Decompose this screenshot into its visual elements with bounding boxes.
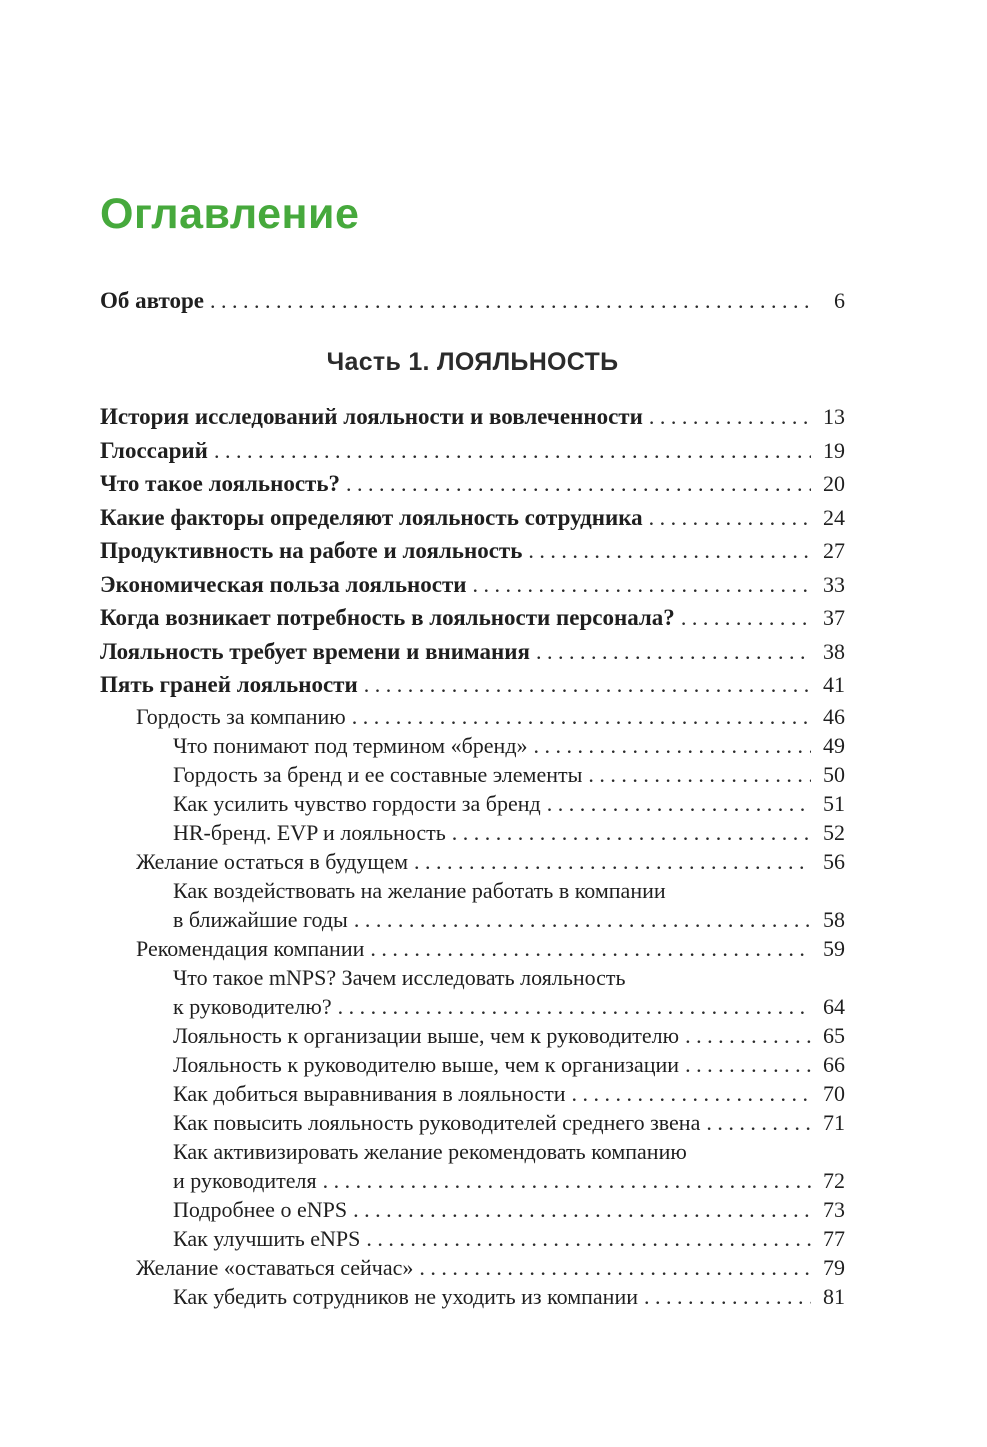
toc-entry [100,702,845,731]
dot-leader [204,284,811,317]
toc-entry-label: Гордость за компанию [136,703,346,729]
toc-entry-label: HR-бренд. EVP и лояльность [173,819,446,845]
toc-entry-label: Пять граней лояльности [100,672,358,697]
toc-entry-label: Желание «оставаться сейчас» [136,1254,414,1280]
dot-leader [528,731,811,760]
toc-entry-label: Что понимают под термином «бренд» [173,732,528,758]
toc-entry [100,1021,845,1050]
dot-leader [360,1224,811,1253]
toc-entry-label: Экономическая польза лояльности [100,571,467,597]
toc-entry-label: в ближайшие годы [173,906,348,932]
toc-entry-continuation [100,1166,845,1195]
toc-entry-label: Как повысить лояльность руководителей среднего звена [173,1109,701,1135]
toc-entry-label: Желание остаться в будущем [136,848,409,874]
dot-leader [530,635,811,669]
dot-leader [565,1079,811,1108]
toc-entry-label: к руководителю? [173,993,332,1019]
dot-leader [364,934,811,963]
dot-leader [679,1021,811,1050]
toc-entry-page: 6 [834,288,845,313]
dot-leader [408,847,811,876]
toc-entry [100,601,845,635]
toc-entry-page: 59 [823,935,845,961]
toc-entry-label: Как улучшить eNPS [173,1225,361,1251]
dot-leader [358,668,811,702]
dot-leader [413,1253,811,1282]
toc-entry [100,668,845,702]
toc-entry [100,934,845,963]
dot-leader [522,534,811,568]
toc-entry-page: 49 [823,732,845,758]
toc-entry [100,568,845,602]
toc-entry [100,847,845,876]
toc-entry [100,1224,845,1253]
toc-entry-label: Как убедить сотрудников не уходить из компании [173,1283,638,1309]
dot-leader [675,601,811,635]
toc-entry [100,731,845,760]
toc-entry-page: 58 [823,906,845,932]
toc-entry-page: 19 [823,437,845,463]
toc-entry-page: 13 [823,404,845,429]
toc-entry-page: 46 [823,703,845,729]
toc-entry-page: 72 [823,1167,845,1193]
toc-entry [100,818,845,847]
dot-leader [700,1108,811,1137]
toc-entry [100,1282,845,1311]
dot-leader [208,434,811,468]
dot-leader [638,1282,811,1311]
toc-entry [100,434,845,468]
toc-entry [100,635,845,669]
dot-leader [446,818,811,847]
toc-entry [100,963,845,992]
toc-entry-page: 24 [823,504,845,530]
dot-leader [643,501,811,535]
toc-entry [100,534,845,568]
toc-list [100,400,845,1311]
toc-entry [100,1137,845,1166]
toc-entry-label: Рекомендация компании [136,935,365,961]
toc-entry-page: 27 [823,538,845,563]
toc-entry-continuation [100,992,845,1021]
toc-entry-page: 71 [823,1109,845,1135]
toc-entry-label: Глоссарий [100,437,208,463]
toc-entry-page: 65 [823,1022,845,1048]
toc-entry-label: Лояльность к организации выше, чем к руководителю [173,1022,680,1048]
toc-entry-page: 70 [823,1080,845,1106]
part-heading: Часть 1. ЛОЯЛЬНОСТЬ [326,348,619,376]
toc-entry [100,1253,845,1282]
toc-entry-label: Гордость за бренд и ее составные элементы [173,761,583,787]
toc-entry-label: и руководителя [173,1167,317,1193]
toc-entry-page: 77 [823,1225,845,1251]
toc-entry [100,760,845,789]
toc-entry-page: 64 [823,993,845,1019]
toc-entry-page: 52 [823,819,845,845]
toc-entry-label: Как воздействовать на желание работать в компании [173,877,666,903]
toc-entry [100,876,845,905]
dot-leader [340,467,811,501]
toc-entry-label: Лояльность требует времени и внимания [100,638,530,664]
toc-entry-page: 33 [823,571,845,597]
dot-leader [348,905,811,934]
toc-entry-label: Продуктивность на работе и лояльность [100,538,523,563]
toc-entry [100,400,845,434]
dot-leader [541,789,811,818]
toc-entry-label: Какие факторы определяют лояльность сотрудника [100,504,643,530]
toc-entry [100,789,845,818]
toc-entry [100,1050,845,1079]
toc-entry [100,1195,845,1224]
toc-entry-label: Подробнее о eNPS [173,1196,348,1222]
toc-entry [100,501,845,535]
toc-entry-page: 66 [823,1051,845,1077]
toc-entry-label: Как усилить чувство гордости за бренд [173,790,541,816]
toc-entry-label: История исследований лояльности и вовлеченности [100,404,643,429]
toc-entry-page: 79 [823,1254,845,1280]
toc-entry-label: Что такое mNPS? Зачем исследовать лояльность [173,964,626,990]
toc-entry-label: Как добиться выравнивания в лояльности [173,1080,566,1106]
toc-entry [100,1108,845,1137]
toc-entry-page: 37 [823,605,845,630]
toc-entry-label: Когда возникает потребность в лояльности персонала? [100,605,675,630]
toc-entry-label: Что такое лояльность? [100,471,341,496]
toc-entry-page: 81 [823,1283,845,1309]
dot-leader [332,992,811,1021]
toc-entry-continuation [100,905,845,934]
dot-leader [347,1195,811,1224]
dot-leader [467,568,811,602]
toc-entry [100,467,845,501]
toc-entry-page: 56 [823,848,845,874]
toc-entry-page: 41 [823,672,845,697]
dot-leader [582,760,811,789]
dot-leader [679,1050,811,1079]
dot-leader [317,1166,811,1195]
toc-entry-page: 50 [823,761,845,787]
toc-entry-page: 73 [823,1196,845,1222]
toc-entry-label: Как активизировать желание рекомендовать компанию [173,1138,687,1164]
toc-entry-page: 20 [823,471,845,496]
dot-leader [346,702,811,731]
toc-entry-label: Лояльность к руководителю выше, чем к организации [173,1051,680,1077]
toc-entry-page: 38 [823,638,845,664]
dot-leader [643,400,811,434]
toc-entry-front [100,284,845,317]
toc-entry-label: Об авторе [100,288,204,313]
toc-entry-page: 51 [823,790,845,816]
page-title: Оглавление [100,190,360,238]
toc-entry [100,1079,845,1108]
